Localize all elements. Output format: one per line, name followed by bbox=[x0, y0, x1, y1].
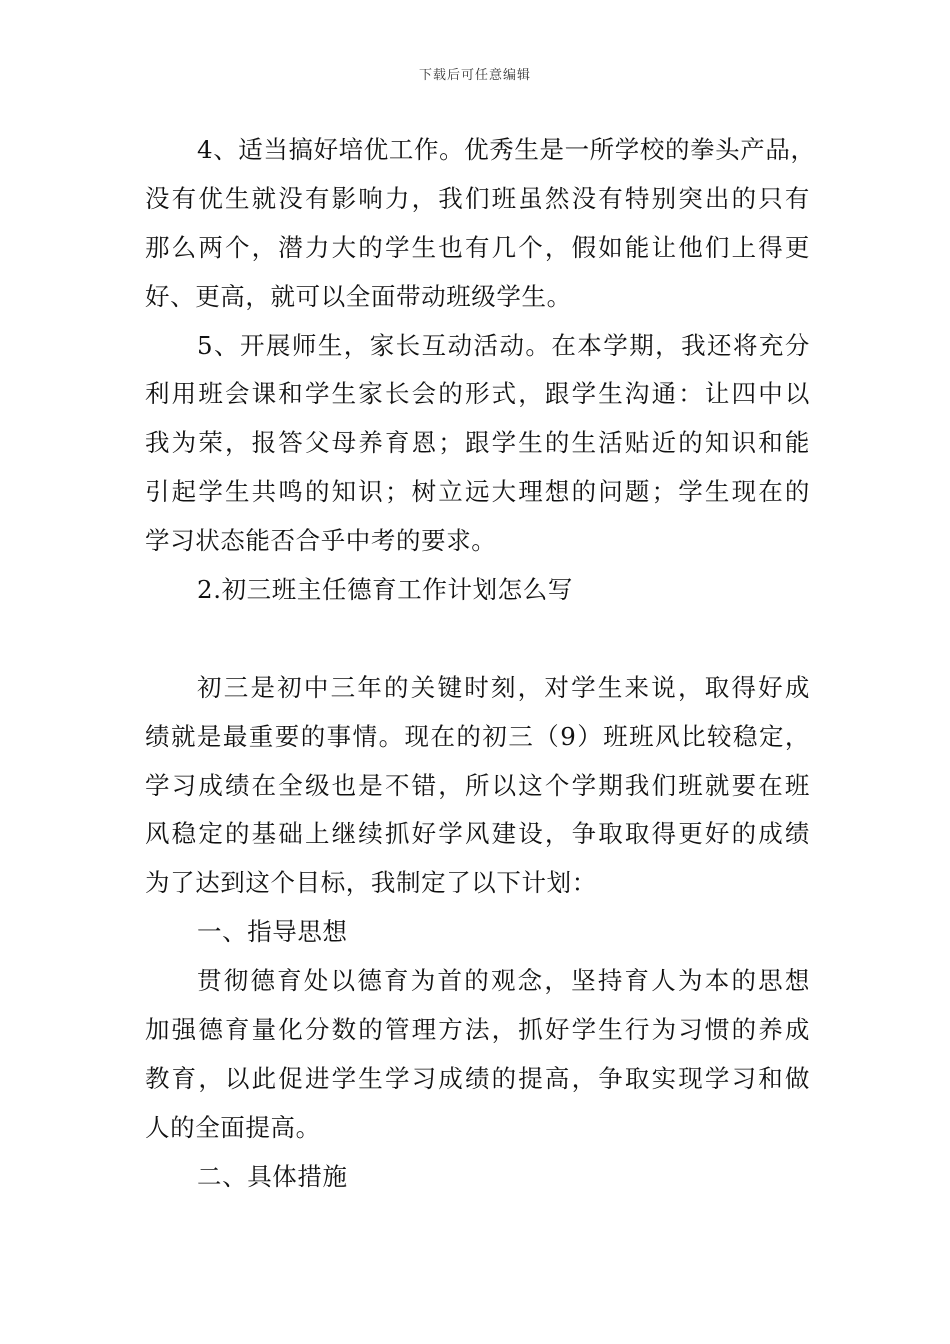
paragraph-line: 教育，以此促进学生学习成绩的提高，争取实现学习和做 bbox=[145, 1063, 810, 1093]
paragraph-line: 学习成绩在全级也是不错，所以这个学期我们班就要在班 bbox=[145, 770, 810, 800]
section-heading: 一、指导思想 bbox=[197, 917, 348, 947]
paragraph-line: 利用班会课和学生家长会的形式，跟学生沟通：让四中以 bbox=[145, 379, 810, 409]
paragraph-line: 学习状态能否合乎中考的要求。 bbox=[145, 526, 497, 556]
paragraph-line: 那么两个，潜力大的学生也有几个，假如能让他们上得更 bbox=[145, 232, 810, 262]
paragraph-line: 4、适当搞好培优工作。优秀生是一所学校的拳头产品， bbox=[197, 135, 816, 164]
paragraph-line: 贯彻德育处以德育为首的观念，坚持育人为本的思想 bbox=[197, 966, 810, 996]
paragraph-line: 初三是初中三年的关键时刻，对学生来说，取得好成 bbox=[197, 672, 810, 702]
paragraph-line: 加强德育量化分数的管理方法，抓好学生行为习惯的养成 bbox=[145, 1015, 810, 1045]
paragraph-line: 风稳定的基础上继续抓好学风建设，争取取得更好的成绩 bbox=[145, 819, 810, 849]
paragraph-line: 为了达到这个目标，我制定了以下计划： bbox=[145, 868, 597, 898]
blank-line bbox=[145, 615, 810, 664]
paragraph-line: 好、更高，就可以全面带动班级学生。 bbox=[145, 281, 572, 311]
paragraph-line: 没有优生就没有影响力，我们班虽然没有特别突出的只有 bbox=[145, 183, 810, 213]
paragraph-line: 我为荣，报答父母养育恩；跟学生的生活贴近的知识和能 bbox=[145, 428, 810, 458]
document-body bbox=[145, 126, 816, 1202]
paragraph-line: 绩就是最重要的事情。现在的初三（9）班班风比较稳定， bbox=[145, 721, 810, 751]
section-heading: 2.初三班主任德育工作计划怎么写 bbox=[197, 575, 573, 605]
paragraph-line: 人的全面提高。 bbox=[145, 1112, 321, 1142]
section-heading: 二、具体措施 bbox=[197, 1161, 348, 1191]
page-header: 下载后可任意编辑 bbox=[418, 68, 531, 83]
paragraph-line: 引起学生共鸣的知识；树立远大理想的问题；学生现在的 bbox=[145, 477, 810, 507]
paragraph-line: 5、开展师生，家长互动活动。在本学期，我还将充分 bbox=[197, 330, 810, 360]
